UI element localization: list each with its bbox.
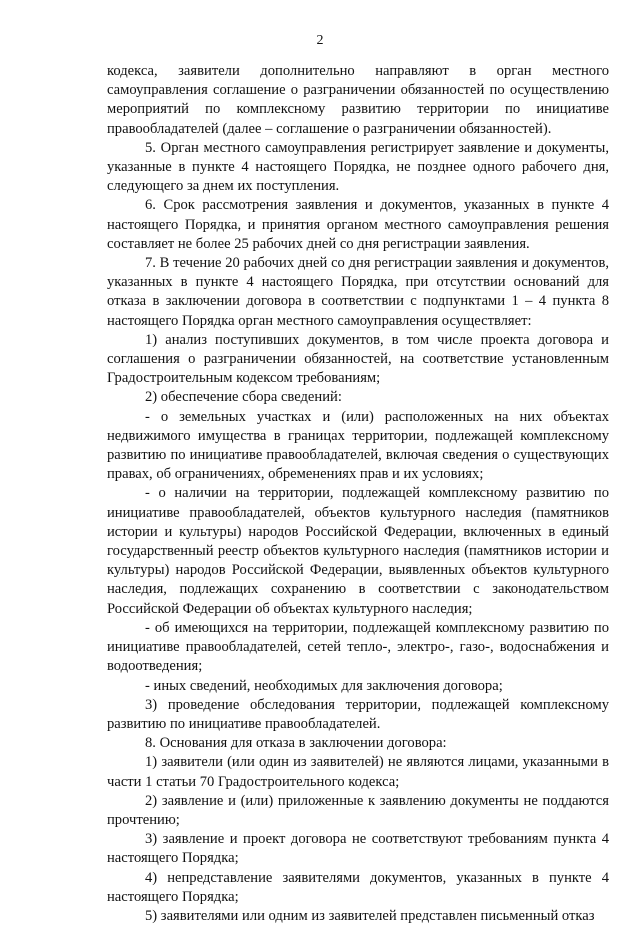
dash-item-other-info: - иных сведений, необходимых для заключения договора; — [145, 677, 503, 694]
document-body — [107, 62, 609, 926]
paragraph-item-5: 5. Орган местного самоуправления регистрирует заявление и документы, указанные в пункте 4 настоящего Порядка, не позднее одного рабочего дня, следующего за днем их поступления. — [107, 139, 609, 195]
paragraph-item-8: 8. Основания для отказа в заключении договора: — [145, 735, 447, 752]
subitem-7-2: 2) обеспечение сбора сведений: — [145, 389, 342, 406]
dash-item-cultural-heritage: - о наличии на территории, подлежащей комплексному развитию по инициативе правообладателей, объектов культурного наследия (памятников истории и культуры) народов Российской Федерации, включенных в единый государственный реестр объектов культурного наследия (памятников истории и культуры) народов Российской Федерации, выявленных объектов культурного наследия, подлежащих сохранению в соответствии с законодательством Российской Федерации об объектах культурного наследия; — [107, 485, 609, 617]
subitem-8-4: 4) непредставление заявителями документов, указанных в пункте 4 настоящего Порядка; — [107, 869, 609, 905]
dash-item-land-plots: - о земельных участках и (или) расположенных на них объектах недвижимого имущества в границах территории, подлежащей комплексному развитию по инициативе правообладателей, включая сведения о существующих правах, об ограничениях, обременениях прав и их условиях; — [107, 408, 609, 483]
dash-item-utility-networks: - об имеющихся на территории, подлежащей комплексному развитию по инициативе правообладателей, сетей тепло-, электро-, газо-, водоснабжения и водоотведения; — [107, 619, 609, 675]
subitem-8-2: 2) заявление и (или) приложенные к заявлению документы не поддаются прочтению; — [107, 792, 609, 828]
paragraph-item-7: 7. В течение 20 рабочих дней со дня регистрации заявления и документов, указанных в пункте 4 настоящего Порядка, при отсутствии оснований для отказа в заключении договора в соответствии с подпунктами 1 – 4 пункта 8 настоящего Порядка орган местного самоуправления осуществляет: — [107, 255, 609, 329]
subitem-7-1: 1) анализ поступивших документов, в том числе проекта договора и соглашения о разграничении обязанностей, на соответствие установленным Градостроительным кодексом требованиям; — [107, 331, 609, 387]
subitem-8-3: 3) заявление и проект договора не соответствуют требованиям пункта 4 настоящего Порядка; — [107, 831, 609, 867]
page-number: 2 — [316, 33, 324, 48]
subitem-7-3: 3) проведение обследования территории, подлежащей комплексному развитию по инициативе правообладателей. — [107, 696, 609, 732]
paragraph-continuation: кодекса, заявители дополнительно направляют в орган местного самоуправления соглашение о разграничении обязанностей по осуществлению мероприятий по комплексному развитию территории по инициативе правообладателей (далее – соглашение о разграничении обязанностей). — [107, 63, 609, 137]
subitem-8-1: 1) заявители (или один из заявителей) не являются лицами, указанными в части 1 статьи 70 Градостроительного кодекса; — [107, 754, 609, 790]
subitem-8-5: 5) заявителями или одним из заявителей представлен письменный отказ — [145, 907, 595, 924]
paragraph-item-6: 6. Срок рассмотрения заявления и документов, указанных в пункте 4 настоящего Порядка, и принятия органом местного самоуправления решения составляет не более 25 рабочих дней со дня регистрации заявления. — [107, 197, 609, 252]
